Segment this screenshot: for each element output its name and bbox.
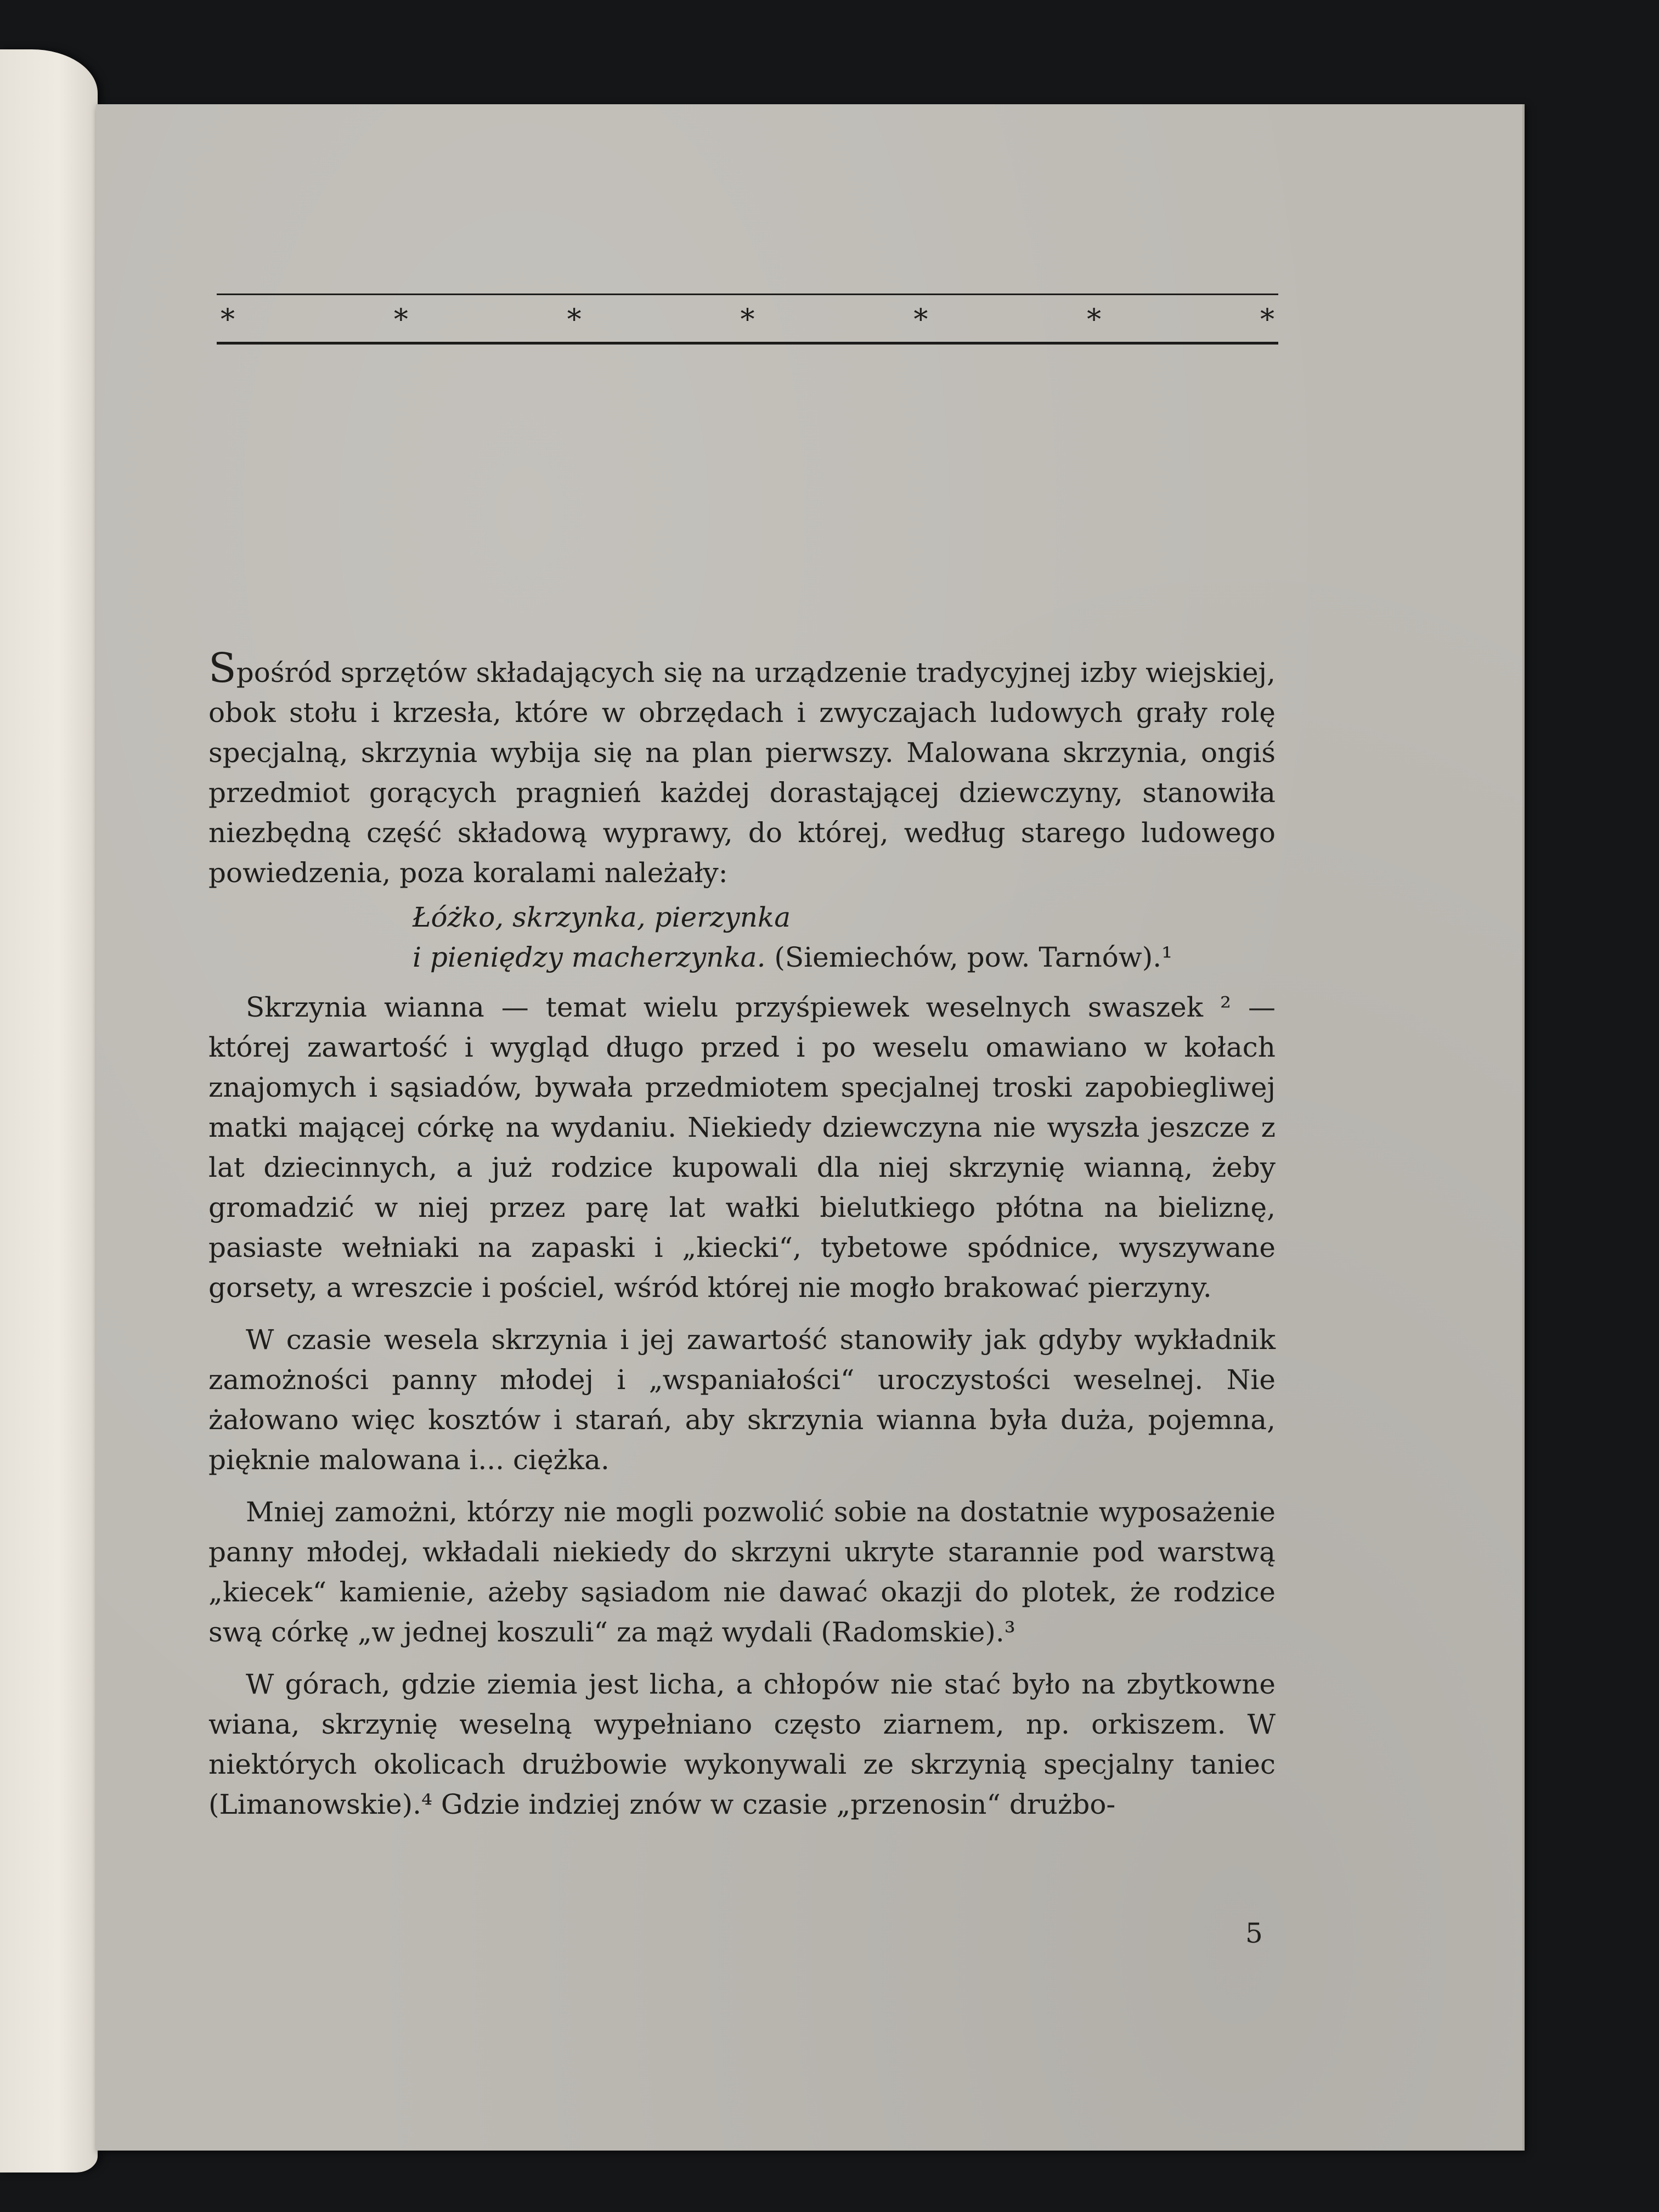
ornament-star: * [913,303,928,336]
ornament-stars [217,303,1278,336]
verse-line-2 [413,938,1276,978]
ornament-rule-bottom [217,342,1278,345]
header-ornament [217,294,1278,348]
book-page [96,104,1525,2151]
initial-letter: S [208,645,236,692]
paragraph-4: Mniej zamożni, którzy nie mogli pozwolić sobie na dostatnie wyposażenie panny młodej, wkładali niekiedy do skrzyni ukryte starannie pod warstwą „kiecek“ kamienie, ażeby sąsiadom nie dawać okazji do plotek, że rodzice swą córkę „w jednej koszuli“ za mąż wydali (Radomskie).³ [208,1496,1276,1648]
ornament-star: * [1260,303,1274,336]
ornament-star: * [393,303,408,336]
ornament-star: * [1087,303,1102,336]
ornament-rule-top [217,294,1278,295]
ornament-star: * [567,303,582,336]
ornament-star: * [221,303,235,336]
paragraph-1 [208,645,1276,893]
verse-line-1: Łóżko, skrzynka, pierzynka [413,901,791,933]
quoted-verse [413,898,1276,978]
left-page-edge [0,49,98,2172]
verse-source: (Siemiechów, pow. Tarnów).¹ [765,941,1173,973]
verse-line-2-text: i pieniędzy macherzynka. [413,941,766,973]
ornament-star: * [740,303,755,336]
body-text [208,645,1276,1825]
paragraph-1-text: pośród sprzętów składających się na urządzenie tradycyjnej izby wiejskiej, obok stołu i krzesła, które w obrzędach i zwyczajach ludowych grały rolę specjalną, skrzynia wybija się na plan pierwszy. Malowana skrzynia, ongiś przedmiot gorących pragnień każdej dorastającej dziewczyny, stanowiła niezbędną część składową wyprawy, do której, według starego ludowego powiedzenia, poza koralami należały: [208,657,1276,889]
paragraph-2: Skrzynia wianna — temat wielu przyśpiewek weselnych swaszek ² — której zawartość i wygląd długo przed i po weselu omawiano w kołach znajomych i sąsiadów, bywała przedmiotem specjalnej troski zapobiegliwej matki mającej córkę na wydaniu. Niekiedy dziewczyna nie wyszła jeszcze z lat dziecinnych, a już rodzice kupowali dla niej skrzynię wianną, żeby gromadzić w niej przez parę lat wałki bielutkiego płótna na bieliznę, pasiaste wełniaki na zapaski i „kiecki“, tybetowe spódnice, wyszywane gorsety, a wreszcie i pościel, wśród której nie mogło brakować pierzyny. [208,991,1276,1304]
page-number: 5 [1245,1917,1263,1949]
paragraph-3: W czasie wesela skrzynia i jej zawartość stanowiły jak gdyby wykładnik zamożności panny młodej i „wspaniałości“ uroczystości weselnej. Nie żałowano więc kosztów i starań, aby skrzynia wianna była duża, pojemna, pięknie malowana i... ciężka. [208,1324,1276,1476]
paragraph-5: W górach, gdzie ziemia jest licha, a chłopów nie stać było na zbytkowne wiana, skrzynię weselną wypełniano często ziarnem, np. orkiszem. W niektórych okolicach drużbowie wykonywali ze skrzynią specjalny taniec (Limanowskie).⁴ Gdzie indziej znów w czasie „przenosin“ drużbo- [208,1668,1276,1820]
